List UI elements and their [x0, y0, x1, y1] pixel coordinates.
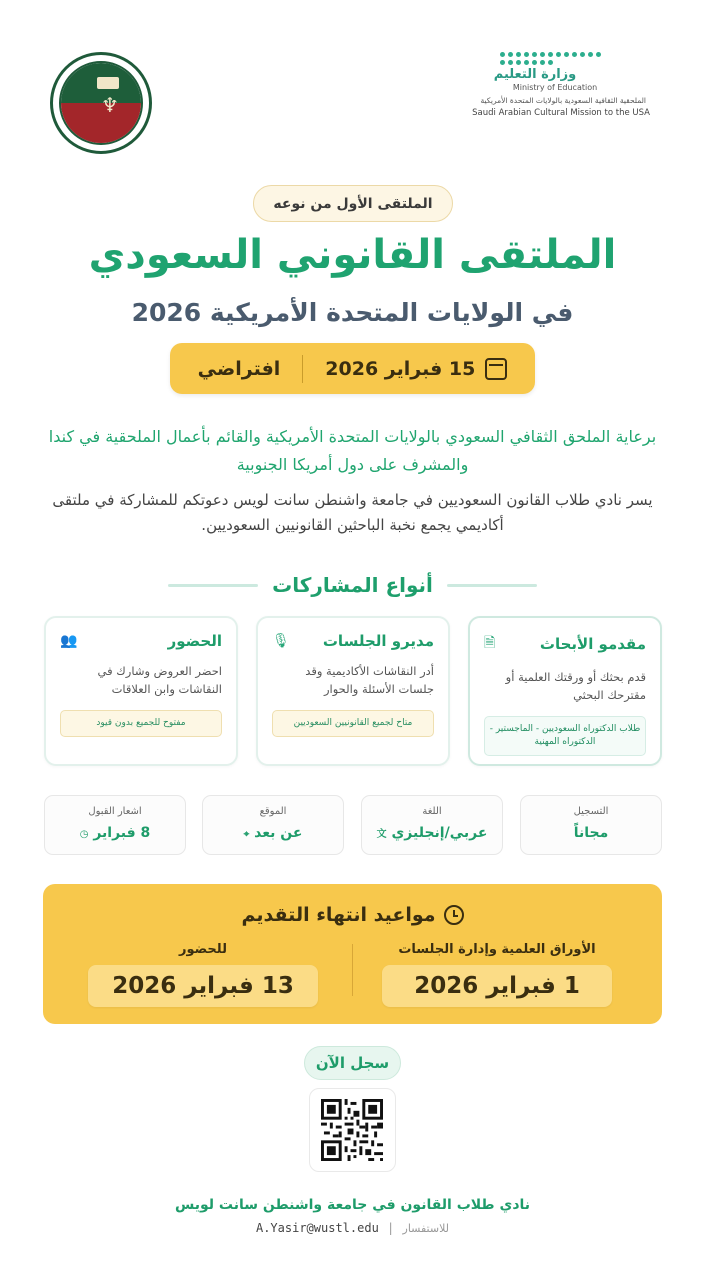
- deadlines-heading: [43, 904, 662, 926]
- card-attendees: [44, 616, 238, 766]
- info-value: 8 فبراير: [93, 825, 151, 841]
- invite-text: يسر نادي طلاب القانون السعوديين في جامعة واشنطن سانت لويس دعوتكم للمشاركة في ملتقى أكاديمي يجمع نخبة الباحثين القانونيين السعوديين.: [52, 491, 653, 534]
- page-subtitle: في الولايات المتحدة الأمريكية 2026: [131, 298, 574, 327]
- translate-icon: 文: [376, 829, 387, 840]
- first-of-its-kind-badge: الملتقى الأول من نوعه: [253, 185, 453, 222]
- info-location: [202, 795, 344, 855]
- users-icon: 👥: [60, 633, 78, 649]
- card-eligibility-tag: متاح لجميع القانونيين السعوديين: [272, 710, 434, 737]
- info-label: اللغة: [422, 806, 442, 817]
- club-name: نادي طلاب القانون في جامعة واشنطن سانت لويس: [174, 1197, 531, 1213]
- event-date-bar: [170, 343, 535, 394]
- deadline-papers: [382, 942, 612, 1007]
- deadlines-title: مواعيد انتهاء التقديم: [241, 904, 436, 926]
- card-title: الحضور: [167, 632, 222, 650]
- mission-english-name: Saudi Arabian Cultural Mission to the USA: [472, 108, 650, 118]
- card-description: أدر النقاشات الأكاديمية وقد جلسات الأسئلة والحوار: [305, 664, 434, 696]
- inquiry-label: للاستفسار: [402, 1222, 450, 1235]
- event-date-text: 15 فبراير 2026: [325, 357, 476, 380]
- contact-email[interactable]: A.Yasir@wustl.edu: [255, 1221, 379, 1235]
- book-icon: [97, 77, 119, 89]
- heading-line-right: [447, 584, 537, 587]
- calendar-icon: [485, 358, 507, 380]
- contact-separator: |: [388, 1221, 393, 1235]
- info-value: عربي/إنجليزي: [391, 825, 488, 841]
- moe-dots-icon: [500, 52, 650, 65]
- qr-code-image: [321, 1099, 383, 1161]
- card-eligibility-tag: طلاب الدكتوراه السعوديين - الماجستير - الدكتوراه المهنية: [484, 716, 646, 756]
- moe-arabic-name: وزارة التعليم: [493, 67, 577, 82]
- sponsor-text: برعاية الملحق الثقافي السعودي بالولايات المتحدة الأمريكية والقائم بأعمال الملحقية في كندا والمشرف على دول أمريكا الجنوبية: [48, 427, 657, 474]
- info-language: [361, 795, 503, 855]
- registration-qr-code[interactable]: [309, 1088, 396, 1172]
- deadline-date: 1 فبراير 2026: [382, 965, 612, 1007]
- moe-english-name: Ministry of Education: [512, 83, 598, 92]
- deadline-label: الأوراق العلمية وإدارة الجلسات: [398, 942, 596, 957]
- info-value-row: [362, 825, 502, 841]
- clock-icon: ◷: [79, 829, 89, 840]
- location-icon: ⌖: [243, 829, 250, 840]
- event-mode: [176, 358, 303, 380]
- deadline-attendance: [88, 942, 318, 1007]
- deadline-date: 13 فبراير 2026: [88, 965, 318, 1007]
- section-title: أنواع المشاركات: [272, 573, 433, 597]
- info-value: عن بعد: [254, 825, 303, 841]
- participation-types-heading: [0, 573, 705, 597]
- document-icon: 🗎: [484, 635, 496, 651]
- mission-arabic-name: الملحقية الثقافية السعودية بالولايات المتحدة الأمريكية: [480, 96, 646, 105]
- card-researchers: [468, 616, 662, 766]
- info-value-row: [203, 825, 343, 841]
- card-moderators: [256, 616, 450, 766]
- palm-swords-icon: ♆: [101, 93, 119, 117]
- card-title: مقدمو الأبحاث: [539, 635, 646, 653]
- card-description: احضر العروض وشارك في النقاشات وابن العلاقات: [97, 664, 222, 696]
- event-date: [303, 358, 529, 380]
- info-value-row: [45, 825, 185, 841]
- logo-ring: [59, 61, 143, 145]
- deadline-divider: [352, 944, 353, 996]
- register-now-button[interactable]: سجل الآن: [304, 1046, 401, 1080]
- contact-line: [0, 1221, 705, 1235]
- card-description: قدم بحثك أو ورقتك العلمية أو مقترحك البحثي: [505, 670, 646, 702]
- info-value: مجاناً: [573, 825, 609, 841]
- info-label: الموقع: [259, 806, 287, 817]
- event-mode-text: افتراضي: [197, 357, 281, 380]
- info-label: اشعار القبول: [88, 806, 142, 817]
- deadlines-panel: [43, 884, 662, 1024]
- deadline-label: للحضور: [178, 942, 227, 957]
- clock-icon: [444, 905, 464, 925]
- info-registration: [520, 795, 662, 855]
- ministry-of-education-logo: [460, 52, 650, 147]
- microphone-icon: 🎙: [272, 633, 290, 649]
- heading-line-left: [168, 584, 258, 587]
- card-eligibility-tag: مفتوح للجميع بدون قيود: [60, 710, 222, 737]
- page-title: الملتقى القانوني السعودي: [88, 232, 617, 278]
- info-acceptance-notice: [44, 795, 186, 855]
- card-title: مديرو الجلسات: [322, 632, 434, 650]
- info-label: التسجيل: [573, 806, 609, 817]
- date-bar-divider: [302, 355, 303, 383]
- washu-law-association-logo: [50, 52, 152, 154]
